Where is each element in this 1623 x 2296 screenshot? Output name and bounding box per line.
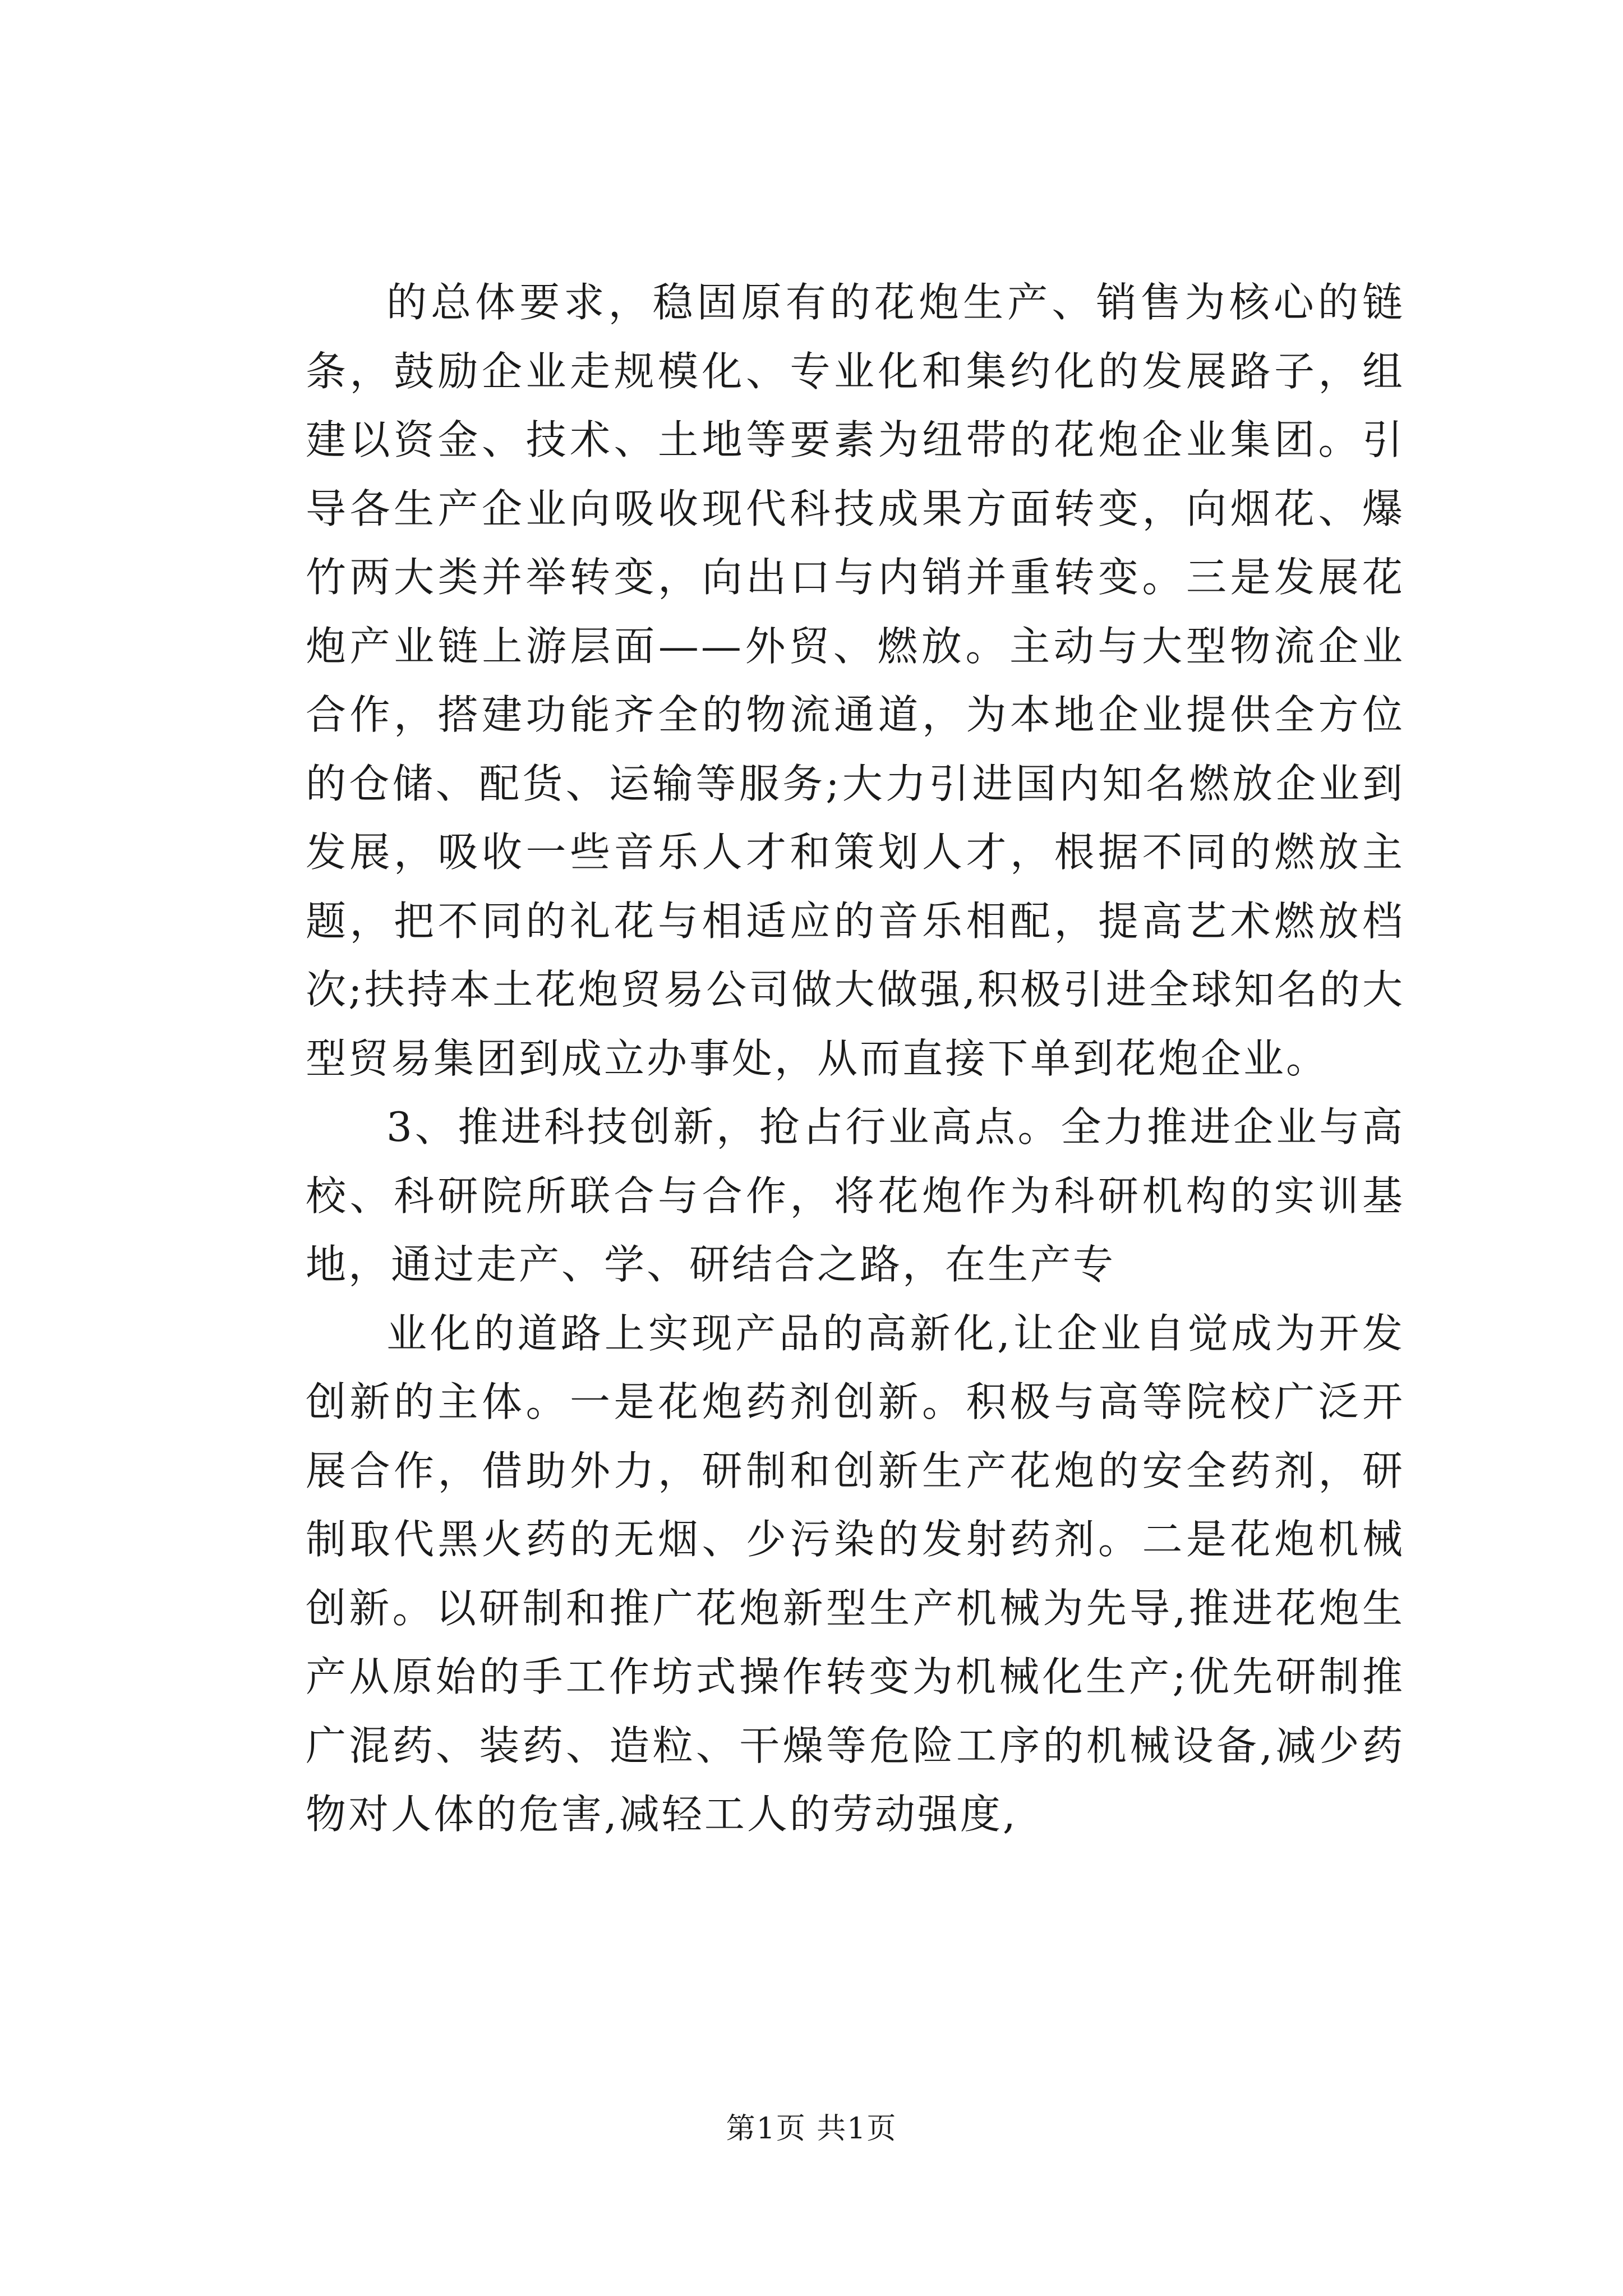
document-body — [306, 268, 1405, 1849]
paragraph-1: 的总体要求，稳固原有的花炮生产、销售为核心的链条，鼓励企业走规模化、专业化和集约化的发展路子，组建以资金、技术、土地等要素为纽带的花炮企业集团。引导各生产企业向吸收现代科技成果方面转变，向烟花、爆竹两大类并举转变，向出口与内销并重转变。三是发展花炮产业链上游层面——外贸、燃放。主动与大型物流企业合作，搭建功能齐全的物流通道，为本地企业提供全方位的仓储、配货、运输等服务;大力引进国内知名燃放企业到发展，吸收一些音乐人才和策划人才，根据不同的燃放主题，把不同的礼花与相适应的音乐相配，提高艺术燃放档次;扶持本土花炮贸易公司做大做强,积极引进全球知名的大型贸易集团到成立办事处，从而直接下单到花炮企业。 — [306, 279, 1405, 1082]
page-footer: 第1页 共1页 — [726, 2112, 897, 2146]
paragraph-3: 业化的道路上实现产品的高新化,让企业自觉成为开发创新的主体。一是花炮药剂创新。积极与高等院校广泛开展合作，借助外力，研制和创新生产花炮的安全药剂，研制取代黑火药的无烟、少污染的发射药剂。二是花炮机械创新。以研制和推广花炮新型生产机械为先导,推进花炮生产从原始的手工作坊式操作转变为机械化生产;优先研制推广混药、装药、造粒、干燥等危险工序的机械设备,减少药物对人体的危害,减轻工人的劳动强度, — [306, 1309, 1405, 1838]
paragraph-2: 3、推进科技创新，抢占行业高点。全力推进企业与高校、科研院所联合与合作，将花炮作为科研机构的实训基地，通过走产、学、研结合之路，在生产专 — [306, 1103, 1405, 1288]
